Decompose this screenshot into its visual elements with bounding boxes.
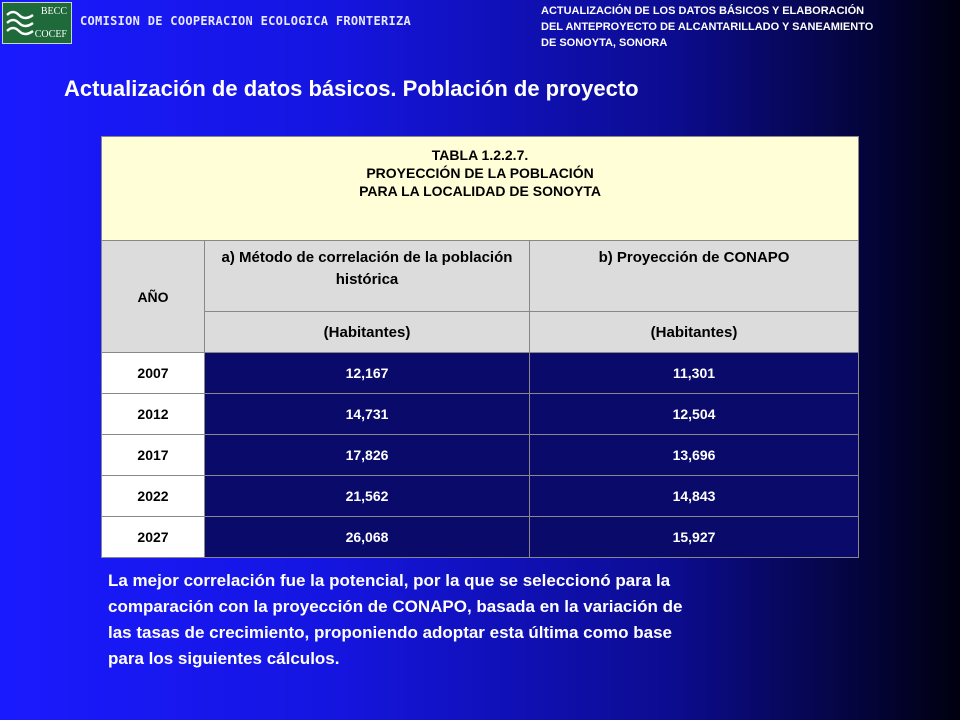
year-cell: 2017 bbox=[102, 435, 205, 476]
method-a-cell: 14,731 bbox=[205, 394, 530, 435]
waves-icon bbox=[5, 7, 35, 39]
caption-line: PROYECCIÓN DE LA POBLACIÓN bbox=[366, 165, 594, 181]
paragraph-line: La mejor correlación fue la potencial, por la que se seleccionó para la bbox=[108, 571, 671, 590]
page-title: Actualización de datos básicos. Población de proyecto bbox=[64, 76, 639, 101]
table-row bbox=[102, 353, 859, 394]
year-cell: 2027 bbox=[102, 517, 205, 558]
year-cell: 2022 bbox=[102, 476, 205, 517]
paragraph-line: las tasas de crecimiento, proponiendo adoptar esta última como base bbox=[108, 623, 672, 642]
population-table bbox=[101, 136, 859, 558]
table-row bbox=[102, 517, 859, 558]
cocef-logo bbox=[2, 2, 72, 44]
method-a-cell: 17,826 bbox=[205, 435, 530, 476]
organization-name: COMISION DE COOPERACION ECOLOGICA FRONTERIZA bbox=[80, 14, 412, 28]
project-line: DE SONOYTA, SONORA bbox=[541, 37, 668, 49]
method-a-cell: 21,562 bbox=[205, 476, 530, 517]
method-b-cell: 13,696 bbox=[530, 435, 859, 476]
method-b-cell: 11,301 bbox=[530, 353, 859, 394]
table-row bbox=[102, 394, 859, 435]
method-b-header: b) Proyección de CONAPO bbox=[530, 241, 859, 312]
paragraph-line: comparación con la proyección de CONAPO, basada en la variación de bbox=[108, 597, 683, 616]
table-caption bbox=[102, 137, 859, 241]
logo-bottom-text: COCEF bbox=[34, 29, 67, 40]
project-line: DEL ANTEPROYECTO DE ALCANTARILLADO Y SANEAMIENTO bbox=[541, 21, 874, 33]
logo-top-text: BECC bbox=[40, 6, 67, 17]
caption-line: TABLA 1.2.2.7. bbox=[431, 147, 529, 163]
method-a-cell: 26,068 bbox=[205, 517, 530, 558]
project-line: ACTUALIZACIÓN DE LOS DATOS BÁSICOS Y ELABORACIÓN bbox=[541, 5, 865, 17]
method-b-cell: 14,843 bbox=[530, 476, 859, 517]
table-row bbox=[102, 476, 859, 517]
method-b-cell: 12,504 bbox=[530, 394, 859, 435]
project-description bbox=[541, 3, 956, 51]
unit-a-header: (Habitantes) bbox=[205, 312, 530, 353]
table-row bbox=[102, 435, 859, 476]
method-a-header: a) Método de correlación de la población histórica bbox=[205, 241, 530, 312]
method-a-cell: 12,167 bbox=[205, 353, 530, 394]
year-cell: 2012 bbox=[102, 394, 205, 435]
method-b-cell: 15,927 bbox=[530, 517, 859, 558]
caption-line: PARA LA LOCALIDAD DE SONOYTA bbox=[359, 183, 601, 199]
conclusion-paragraph bbox=[108, 568, 868, 672]
year-header: AÑO bbox=[102, 241, 205, 353]
paragraph-line: para los siguientes cálculos. bbox=[108, 649, 340, 668]
year-cell: 2007 bbox=[102, 353, 205, 394]
unit-b-header: (Habitantes) bbox=[530, 312, 859, 353]
